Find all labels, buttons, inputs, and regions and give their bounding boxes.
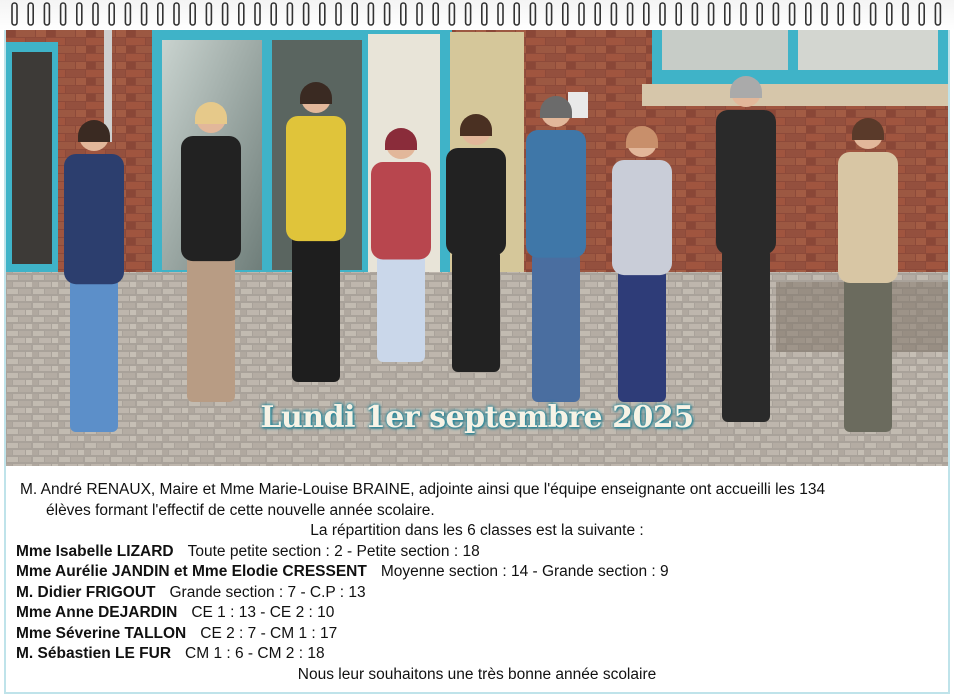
group-photo: [6, 22, 948, 466]
class-counts: Grande section : 7 - C.P : 13: [169, 583, 366, 601]
class-counts: Toute petite section : 2 - Petite section : 18: [187, 542, 480, 560]
intro-text: [0, 480, 954, 521]
class-counts: CE 2 : 7 - CM 1 : 17: [200, 624, 338, 642]
class-row: [0, 603, 954, 624]
teacher-name: M. Sébastien LE FUR: [16, 645, 172, 662]
teacher-name: Mme Aurélie JANDIN et Mme Elodie CRESSENT: [16, 563, 367, 580]
class-counts: CE 1 : 13 - CE 2 : 10: [191, 604, 335, 621]
class-counts: Moyenne section : 14 - Grande section : 9: [380, 563, 669, 580]
teacher-name: M. Didier FRIGOUT: [16, 583, 156, 601]
intro-line-2: élèves formant l'effectif de cette nouvelle année scolaire.: [46, 501, 435, 519]
class-row: [0, 624, 954, 645]
class-row: [0, 562, 954, 583]
class-row: [0, 644, 954, 665]
class-row: [0, 542, 954, 563]
class-counts: CM 1 : 6 - CM 2 : 18: [185, 645, 325, 662]
intro-line-1: M. André RENAUX, Maire et Mme Marie-Louise BRAINE, adjointe ainsi que l'équipe enseignante ont accueilli les 134: [20, 481, 826, 498]
teacher-name: Mme Isabelle LIZARD: [16, 542, 174, 560]
distribution-heading: La répartition dans les 6 classes est la suivante :: [310, 522, 644, 539]
closing-line: Nous leur souhaitons une très bonne année scolaire: [297, 665, 657, 683]
spiral-binding: [0, 0, 954, 30]
teacher-name: Mme Anne DEJARDIN: [16, 604, 178, 621]
date-banner: Lundi 1er septembre 2025: [260, 400, 694, 435]
spiral-rings: [0, 0, 954, 30]
class-row: [0, 583, 954, 604]
teacher-name: Mme Séverine TALLON: [16, 624, 187, 642]
caption-block: [0, 468, 954, 685]
